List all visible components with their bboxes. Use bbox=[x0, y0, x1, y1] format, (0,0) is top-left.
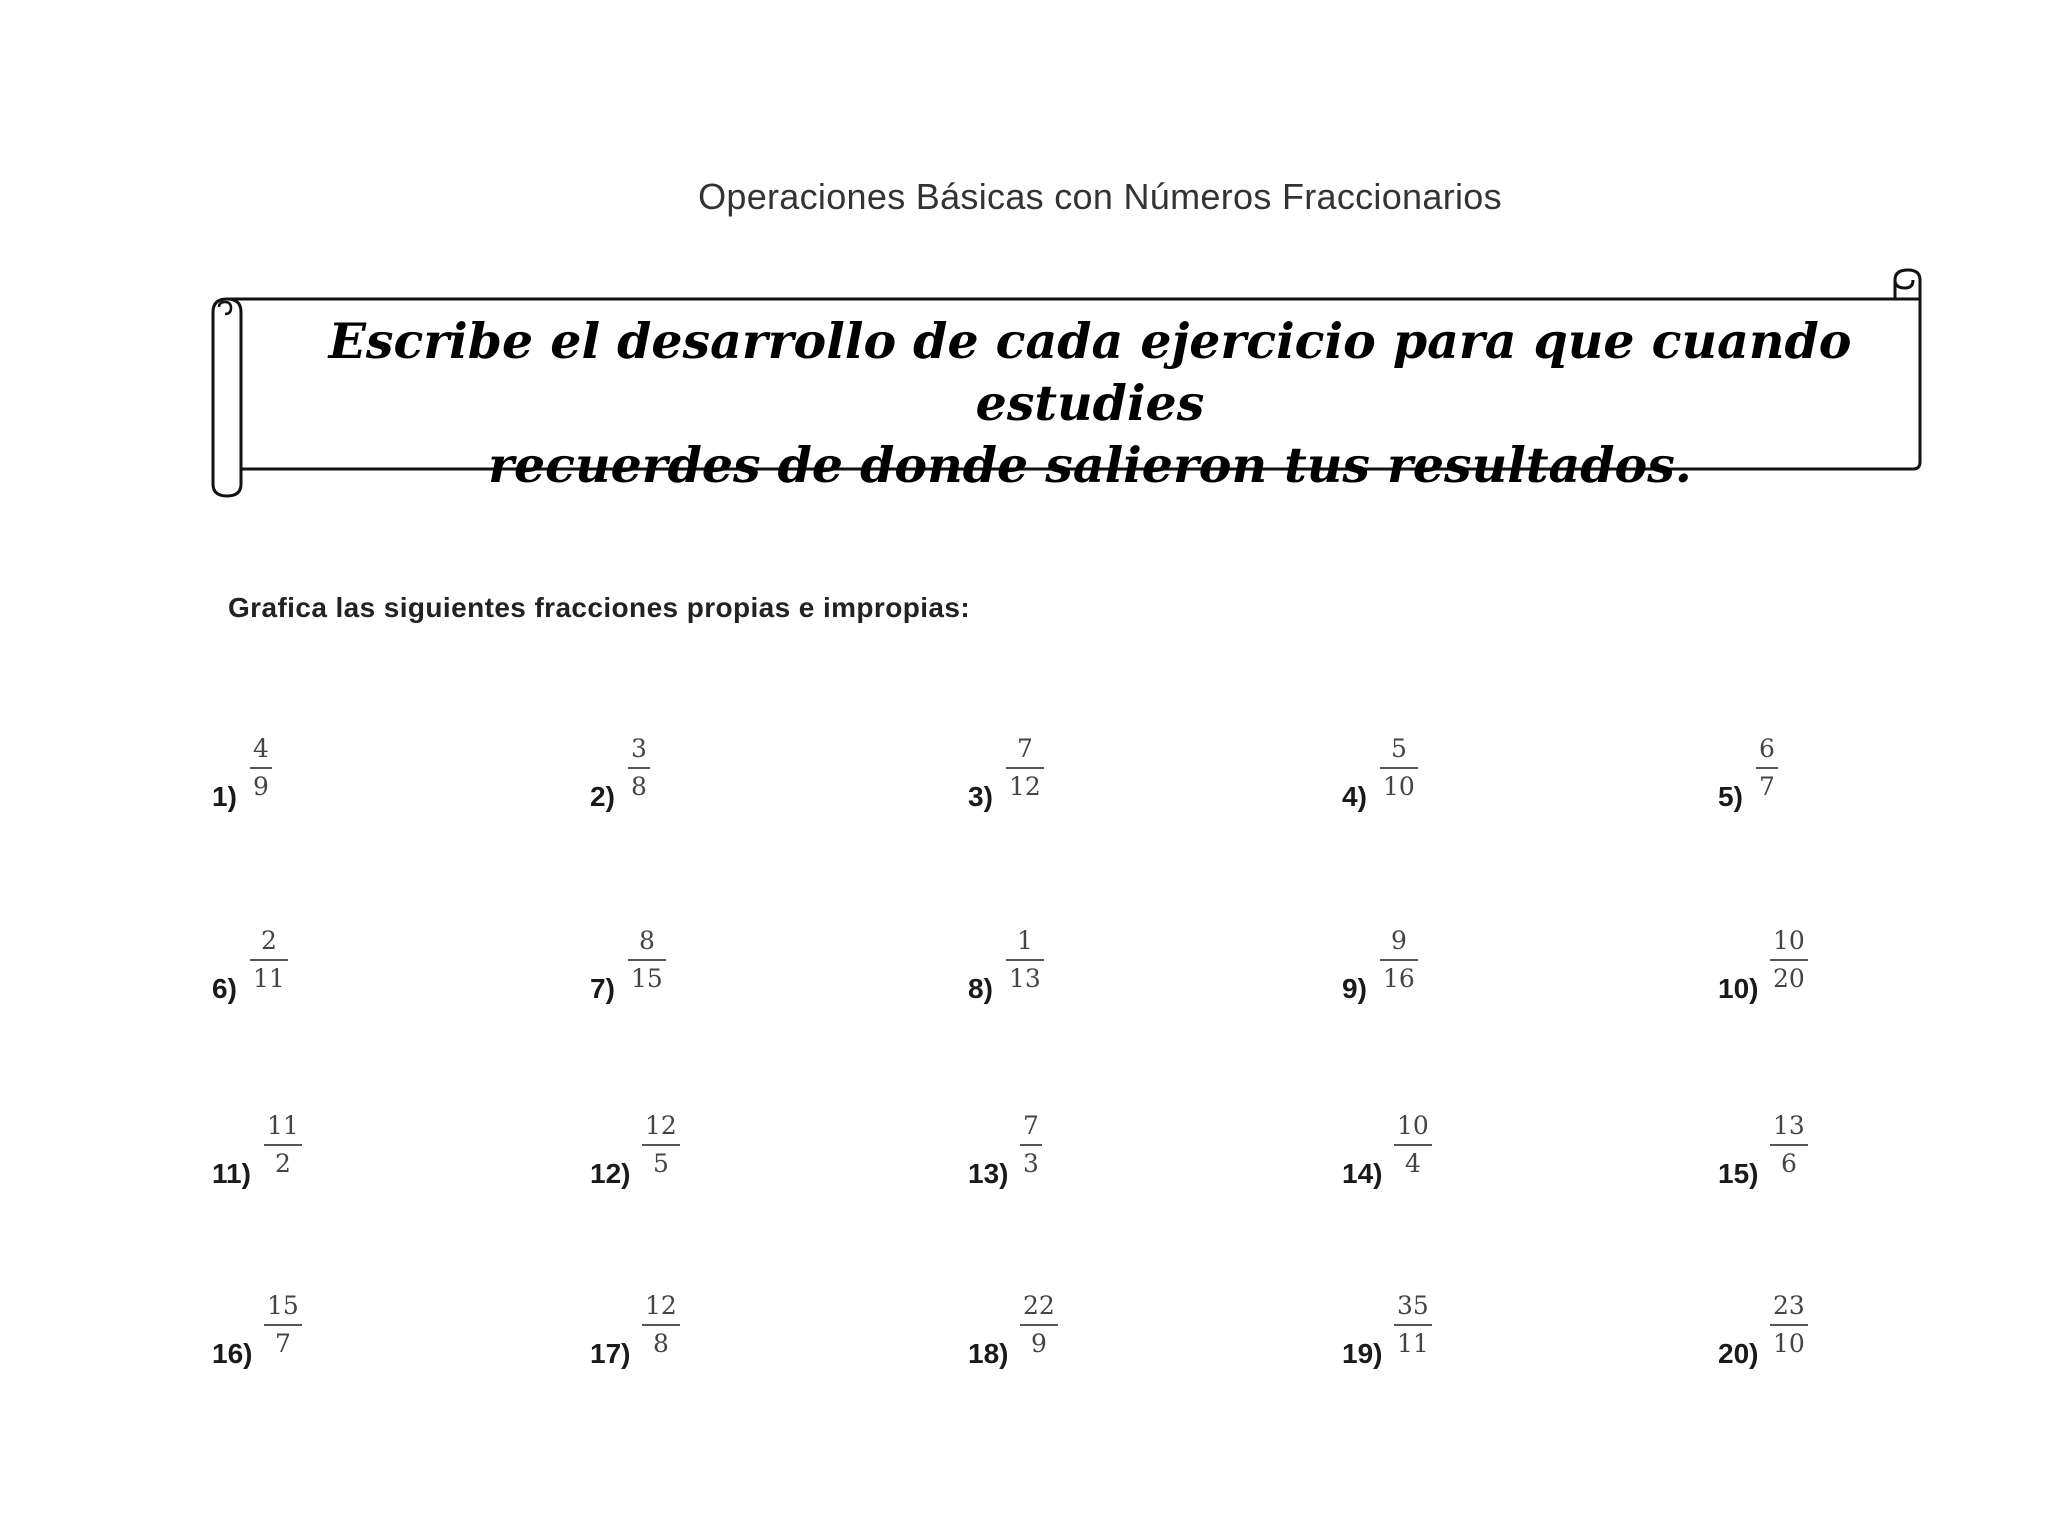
fraction-denominator: 15 bbox=[631, 964, 663, 993]
fraction bbox=[628, 927, 666, 993]
fraction bbox=[264, 1112, 302, 1178]
fraction-numerator: 35 bbox=[1397, 1291, 1429, 1320]
fraction-denominator: 20 bbox=[1773, 964, 1805, 993]
exercise-number: 13) bbox=[968, 1158, 1009, 1189]
banner-line-1: Escribe el desarrollo de cada ejercicio para que cuando estudies bbox=[328, 312, 1852, 432]
fraction-numerator: 10 bbox=[1773, 926, 1805, 955]
exercise-number: 17) bbox=[590, 1338, 631, 1369]
fraction bbox=[1770, 1292, 1808, 1358]
fraction-denominator: 7 bbox=[274, 1329, 291, 1358]
fraction-denominator: 10 bbox=[1773, 1329, 1805, 1358]
fraction bbox=[1380, 927, 1418, 993]
fraction-numerator: 12 bbox=[645, 1291, 677, 1320]
exercise-number: 19) bbox=[1342, 1338, 1383, 1369]
fraction-numerator: 15 bbox=[267, 1291, 299, 1320]
exercise-number: 7) bbox=[590, 973, 615, 1004]
instruction-text: Grafica las siguientes fracciones propias e impropias: bbox=[228, 592, 971, 623]
fraction-numerator: 5 bbox=[1390, 734, 1407, 763]
exercise-number: 6) bbox=[212, 973, 237, 1004]
exercise-number: 12) bbox=[590, 1158, 631, 1189]
fraction-numerator: 12 bbox=[645, 1111, 677, 1140]
fraction-numerator: 7 bbox=[1016, 734, 1033, 763]
exercise-number: 16) bbox=[212, 1338, 253, 1369]
exercise-number: 4) bbox=[1342, 781, 1367, 812]
exercise-number: 14) bbox=[1342, 1158, 1383, 1189]
fraction-denominator: 4 bbox=[1404, 1149, 1421, 1178]
fraction-numerator: 22 bbox=[1023, 1291, 1055, 1320]
exercise-number: 2) bbox=[590, 781, 615, 812]
fraction-denominator: 6 bbox=[1780, 1149, 1797, 1178]
fraction-numerator: 8 bbox=[638, 926, 655, 955]
fraction-denominator: 11 bbox=[253, 964, 285, 993]
exercise-number: 9) bbox=[1342, 973, 1367, 1004]
fraction bbox=[1006, 927, 1044, 993]
exercise-number: 20) bbox=[1718, 1338, 1759, 1369]
fraction-numerator: 9 bbox=[1390, 926, 1407, 955]
fraction bbox=[264, 1292, 302, 1358]
fraction-denominator: 8 bbox=[631, 772, 647, 801]
fraction bbox=[1020, 1112, 1042, 1178]
fraction-denominator: 13 bbox=[1009, 964, 1041, 993]
fraction bbox=[1020, 1292, 1058, 1358]
fraction bbox=[1394, 1292, 1432, 1358]
page-title: Operaciones Básicas con Números Fraccionarios bbox=[698, 176, 1502, 217]
fraction bbox=[250, 927, 288, 993]
fraction-numerator: 7 bbox=[1023, 1111, 1039, 1140]
fraction bbox=[1006, 735, 1044, 801]
fraction bbox=[642, 1292, 680, 1358]
fraction bbox=[628, 735, 650, 801]
fraction-numerator: 10 bbox=[1397, 1111, 1429, 1140]
fraction-denominator: 2 bbox=[274, 1149, 291, 1178]
fraction-denominator: 9 bbox=[253, 772, 269, 801]
fraction-numerator: 4 bbox=[253, 734, 269, 763]
fraction-denominator: 9 bbox=[1030, 1329, 1047, 1358]
exercise-number: 18) bbox=[968, 1338, 1009, 1369]
exercise-number: 11) bbox=[212, 1158, 251, 1189]
fraction-denominator: 5 bbox=[652, 1149, 669, 1178]
fraction bbox=[642, 1112, 680, 1178]
fraction-numerator: 23 bbox=[1773, 1291, 1805, 1320]
fraction-denominator: 3 bbox=[1023, 1149, 1039, 1178]
fraction-denominator: 12 bbox=[1009, 772, 1041, 801]
exercise-number: 8) bbox=[968, 973, 993, 1004]
exercise-number: 1) bbox=[212, 781, 237, 812]
banner-line-2: recuerdes de donde salieron tus resultados. bbox=[488, 436, 1692, 494]
fraction-numerator: 6 bbox=[1759, 734, 1775, 763]
fraction-denominator: 11 bbox=[1397, 1329, 1429, 1358]
fraction bbox=[1770, 927, 1808, 993]
fraction bbox=[1394, 1112, 1432, 1178]
exercise-number: 10) bbox=[1718, 973, 1759, 1004]
fraction-denominator: 16 bbox=[1383, 964, 1415, 993]
fraction-numerator: 1 bbox=[1016, 926, 1033, 955]
fraction-numerator: 2 bbox=[260, 926, 277, 955]
fraction-denominator: 10 bbox=[1383, 772, 1415, 801]
exercise-number: 3) bbox=[968, 781, 993, 812]
fraction-numerator: 11 bbox=[267, 1111, 299, 1140]
fraction-denominator: 7 bbox=[1759, 772, 1775, 801]
fraction-denominator: 8 bbox=[652, 1329, 669, 1358]
fraction bbox=[1756, 735, 1778, 801]
fraction-numerator: 13 bbox=[1773, 1111, 1805, 1140]
exercise-number: 5) bbox=[1718, 781, 1743, 812]
fraction bbox=[1380, 735, 1418, 801]
exercise-number: 15) bbox=[1718, 1158, 1759, 1189]
fraction-numerator: 3 bbox=[631, 734, 647, 763]
fraction bbox=[250, 735, 272, 801]
fraction bbox=[1770, 1112, 1808, 1178]
